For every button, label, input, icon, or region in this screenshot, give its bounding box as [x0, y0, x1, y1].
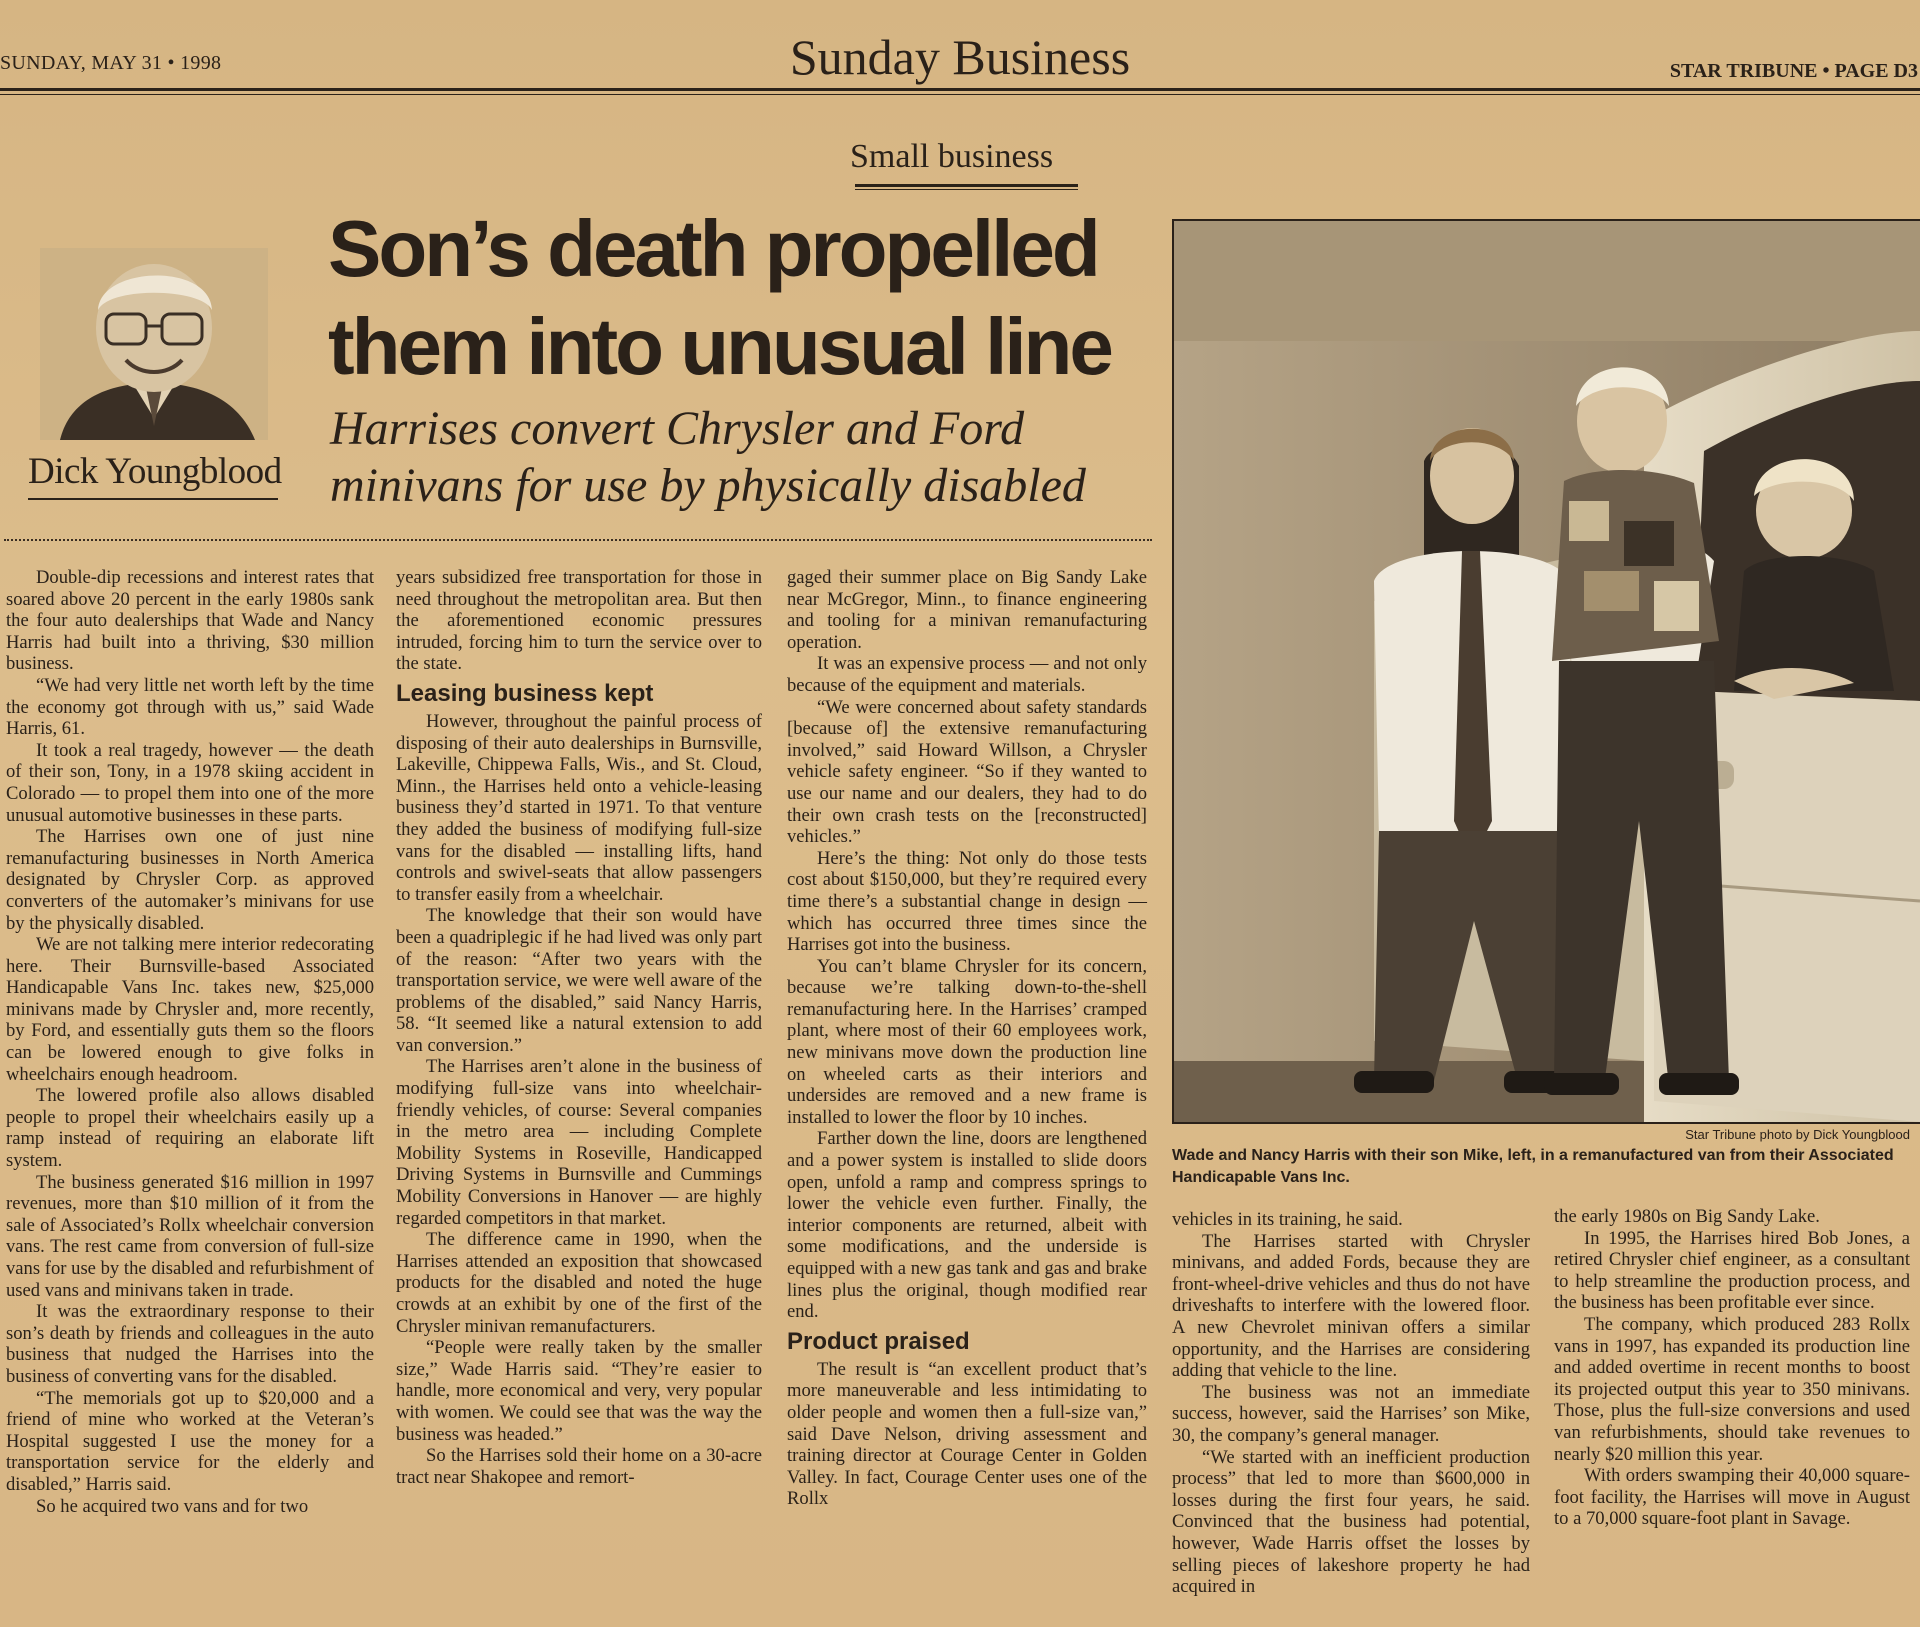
article-paragraph: The Harrises own one of just nine remanufacturing businesses in North America designated by Chrysler Corp. as approved converters of the automaker’s minivans for use by the physically disabled. — [6, 826, 374, 934]
deck-line-2: minivans for use by physically disabled — [330, 459, 1086, 512]
article-paragraph: “We had very little net worth left by the time the economy got through with us,” said Wade Harris, 61. — [6, 674, 374, 740]
column-2-bottom — [396, 711, 762, 1488]
dotted-divider — [4, 539, 1152, 541]
section-label-rule-thin — [855, 189, 1078, 190]
column-3-top — [787, 567, 1147, 1323]
article-paragraph: The difference came in 1990, when the Harrises attended an exposition that showcased products for the disabled and noted the huge crowds at an exhibit by one of the first of the Chrysler minivan remanufacturers. — [396, 1229, 762, 1337]
deck-subheadline — [330, 400, 1086, 514]
article-paragraph: We are not talking mere interior redecorating here. Their Burnsville-based Associated Handicapable Vans Inc. takes new, $25,000 minivans made by Chrysler and, more recently, by Ford, and essentially guts them so the floors can be lowered enough to give folks in wheelchairs enough headroom. — [6, 934, 374, 1085]
article-paragraph: You can’t blame Chrysler for its concern, because we’re talking down-to-the-shell remanufacturing here. In the Harrises’ cramped plant, where most of their 60 employees work, new minivans move down the production line on wheeled carts as their interiors and undersides are removed and a new frame is installed to lower the floor by 10 inches. — [787, 955, 1147, 1128]
article-paragraph: With orders swamping their 40,000 square-foot facility, the Harrises will move in August to a 70,000 square-foot plant in Savage. — [1554, 1465, 1910, 1530]
section-label-rule — [855, 184, 1078, 187]
article-column-5 — [1554, 1206, 1910, 1530]
article-paragraph: The company, which produced 283 Rollx vans in 1997, has expanded its production line and added overtime in recent months to boost its projected output this year to 350 minivans. Those, plus the full-size conversions and used van refurbishments, should take revenues to nearly $20 million this year. — [1554, 1313, 1910, 1465]
article-paragraph: The Harrises aren’t alone in the business of modifying full-size vans into wheelchair-friendly vehicles, of course: Several companies in the metro area — including Complete Mobility Systems in Roseville, Handicapped Driving Systems in Burnsville and Cummings Mobility Conversions in Hanover — are highly regarded competitors in that market. — [396, 1056, 762, 1229]
headline-line-2: them into unusual line — [328, 302, 1111, 391]
photo-credit: Star Tribune photo by Dick Youngblood — [1685, 1127, 1910, 1142]
article-paragraph: “The memorials got up to $20,000 and a friend of mine who worked at the Veteran’s Hospital suggested I use the money for a transportation service for the elderly and disabled,” Harris said. — [6, 1387, 374, 1495]
article-paragraph: It was an expensive process — and not only because of the equipment and materials. — [787, 653, 1147, 696]
article-column-2 — [396, 567, 762, 1488]
article-paragraph: In 1995, the Harrises hired Bob Jones, a retired Chrysler chief engineer, as a consultant to help streamline the production process, and the business has been profitable ever since. — [1554, 1227, 1910, 1314]
article-paragraph: The business was not an immediate success, however, said the Harrises’ son Mike, 30, the company’s general manager. — [1172, 1381, 1530, 1446]
article-paragraph: It took a real tragedy, however — the death of their son, Tony, in a 1978 skiing accident in Colorado — to propel them into one of the more unusual automotive businesses in these parts. — [6, 739, 374, 826]
article-column-3 — [787, 567, 1147, 1510]
article-paragraph: Farther down the line, doors are lengthened and a power system is installed to slide doors open, unfold a ramp and compress springs to lower the vehicle even further. Finally, the interior components are returned, albeit with some modifications, and the underside is equipped with a new gas tank and gas and brake lines plus the original, though modified rear end. — [787, 1128, 1147, 1323]
columnist-photo — [40, 248, 268, 440]
photo-caption: Wade and Nancy Harris with their son Mike, left, in a remanufactured van from their Associated Handicapable Vans Inc. — [1172, 1147, 1894, 1186]
article-paragraph: The lowered profile also allows disabled people to propel their wheelchairs easily up a ramp instead of requiring an elaborate lift system. — [6, 1085, 374, 1172]
page-number: STAR TRIBUNE • PAGE D3 — [1669, 60, 1918, 82]
column-2-top — [396, 567, 762, 675]
article-paragraph: It was the extraordinary response to their son’s death by friends and colleagues in the auto business that nudged the Harrises into the business of converting vans for the disabled. — [6, 1301, 374, 1387]
deck-line-1: Harrises convert Chrysler and Ford — [330, 402, 1025, 455]
article-paragraph: vehicles in its training, he said. — [1172, 1209, 1403, 1230]
issue-date: SUNDAY, MAY 31 • 1998 — [0, 52, 222, 74]
column-3-bottom — [787, 1359, 1147, 1510]
article-paragraph: The knowledge that their son would have been a quadriplegic if he had lived was only part of the reason: “After two years with the transportation service, we were well aware of the problems of the disabled,” said Nancy Harris, 58. “It seemed like a natural extension to add van conversion.” — [396, 905, 762, 1056]
headline-line-1: Son’s death propelled — [328, 204, 1098, 293]
subhead-product: Product praised — [787, 1327, 970, 1355]
article-paragraph: “People were really taken by the smaller size,” Wade Harris said. “They’re easier to handle, more economical and very, very popular with women. We could see that was the way the business was headed.” — [396, 1337, 762, 1445]
article-paragraph: So he acquired two vans and for two — [36, 1495, 309, 1517]
article-paragraph: Here’s the thing: Not only do those tests cost about $150,000, but they’re required every time there’s a substantial change in design — which has occurred three times since the Harrises got into the business. — [787, 847, 1147, 956]
article-paragraph: “We started with an inefficient production process” that led to more than $600,000 in losses during the first four years, he said. Convinced that the business had potential, however, Wade Harris offset the losses by selling pieces of lakeshore property he had acquired in — [1172, 1446, 1530, 1598]
section-label: Small business — [850, 138, 1054, 175]
article-paragraph: The result is “an excellent product that’s more maneuverable and less intimidating to older people and women then a full-size van,” said Dave Nelson, driving assessment and training director at Courage Center in Golden Valley. In fact, Courage Center uses one of the Rollx — [787, 1358, 1147, 1510]
article-paragraph: The business generated $16 million in 1997 revenues, more than $10 million of it from the sale of Associated’s Rollx wheelchair conversion vans. The rest came from conversion of full-size vans for use by the disabled and refurbishment of used vans and minivans taken in trade. — [6, 1171, 374, 1301]
masthead-rule — [0, 88, 1920, 91]
article-paragraph: “We were concerned about safety standards [because of] the extensive remanufacturing involved,” said Howard Willson, a Chrysler vehicle safety engineer. “So if they wanted to use our name and our dealers, they had to do their own crash tests on the [reconstructed] vehicles.” — [787, 696, 1147, 848]
article-paragraph: gaged their summer place on Big Sandy Lake near McGregor, Minn., to finance engineering and tooling for a minivan remanufacturing operation. — [787, 567, 1147, 653]
columnist-byline: Dick Youngblood — [28, 451, 282, 492]
subhead-leasing: Leasing business kept — [396, 679, 654, 707]
article-paragraph: years subsidized free transportation for those in need throughout the metropolitan area. But then the aforementioned economic pressures intruded, forcing him to turn the service over to the state. — [396, 567, 762, 675]
article-paragraph: Double-dip recessions and interest rates that soared above 20 percent in the early 1980s sank the four auto dealerships that Wade and Nancy Harris had built into a thriving, $30 million business. — [6, 567, 374, 675]
article-paragraph: The Harrises started with Chrysler minivans, and added Fords, because they are front-wheel-drive vehicles and thus do not have driveshafts to interfere with the lowered floor. A new Chevrolet minivan offers a similar opportunity, and the Harrises are considering adding that vehicle to the line. — [1172, 1230, 1530, 1382]
article-paragraph: However, throughout the painful process of disposing of their auto dealerships in Burnsville, Lakeville, Chippewa Falls, Wis., and St. Cloud, Minn., the Harrises held onto a vehicle-leasing business they’d started in 1971. To that venture they added the business of modifying full-size vans for the disabled — installing lifts, hand controls and swivel-seats that allow passengers to transfer easily from a wheelchair. — [396, 710, 762, 905]
masthead-rule-thin — [0, 94, 1920, 95]
article-column-4 — [1172, 1209, 1530, 1598]
section-title: Sunday Business — [789, 29, 1131, 85]
article-paragraph: the early 1980s on Big Sandy Lake. — [1554, 1206, 1820, 1227]
article-column-1 — [6, 567, 374, 1517]
feature-photo — [1172, 219, 1920, 1124]
headline — [328, 200, 1111, 396]
byline-rule — [28, 498, 278, 500]
article-paragraph: So the Harrises sold their home on a 30-acre tract near Shakopee and remort- — [396, 1445, 762, 1488]
